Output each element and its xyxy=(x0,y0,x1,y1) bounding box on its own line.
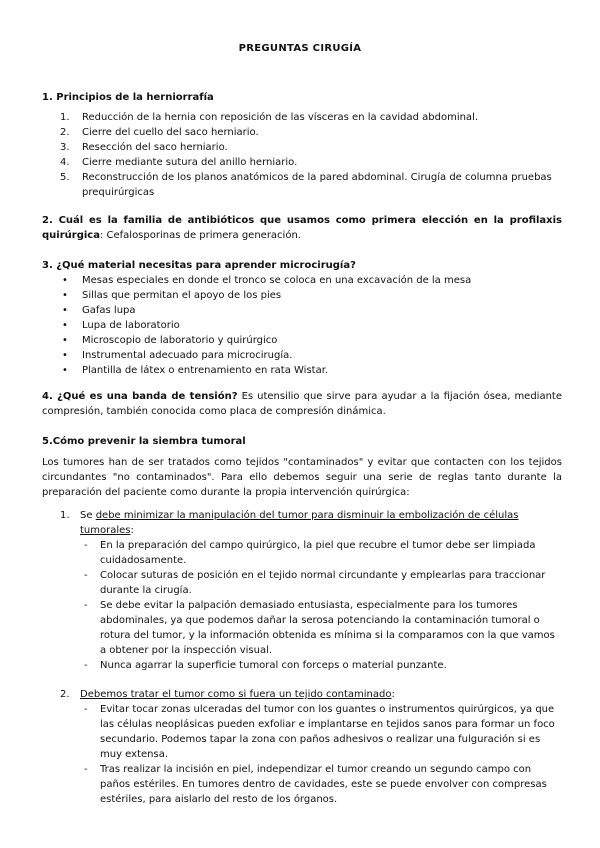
list-item: • Plantilla de látex o entrenamiento en rata Wistar. xyxy=(62,365,329,376)
list-item: 5. Reconstrucción de los planos anatómicos de la pared abdominal. Cirugía de columna pruebas prequirúrgicas xyxy=(60,172,552,198)
dash-icon: - xyxy=(84,660,88,671)
question-4-heading: 4. ¿Qué es una banda de tensión? xyxy=(42,391,238,402)
list-item: - Evitar tocar zonas ulceradas del tumor con los guantes o instrumentos quirúrgicos, ya que las células neoplásicas pueden exfoliar e implantarse en tejidos sanos para formar un foco secundario. Podemos tapar la zona con paños adhesivos o realizar una fulguración si es muy extensa. xyxy=(84,704,555,760)
dash-icon: - xyxy=(84,540,88,551)
list-item: • Gafas lupa xyxy=(62,305,136,316)
question-5-heading: 5.Cómo prevenir la siembra tumoral xyxy=(42,436,246,447)
bullet-icon: • xyxy=(62,320,68,331)
bullet-icon: • xyxy=(62,350,68,361)
question-5-point-1: 1. Se debe minimizar la manipulación del tumor para disminuir la embolización de células tumorales: xyxy=(60,510,519,536)
question-3 xyxy=(42,258,562,378)
page-title: PREGUNTAS CIRUGÍA xyxy=(238,43,362,54)
list-item: 2. Cierre del cuello del saco herniario. xyxy=(60,127,259,138)
question-4-answer: Es utensilio que sirve para ayudar a la fijación ósea, mediante compresión, también conocida como placa de compresión dinámica. xyxy=(42,391,562,417)
question-1-heading: 1. Principios de la herniorrafía xyxy=(42,92,214,103)
dash-icon: - xyxy=(84,764,88,775)
question-3-list xyxy=(42,273,562,378)
bullet-icon: • xyxy=(62,290,68,301)
list-item: 3. Resección del saco herniario. xyxy=(60,142,228,153)
list-item: 1. Reducción de la hernia con reposición de las vísceras en la cavidad abdominal. xyxy=(60,112,479,123)
dash-icon: - xyxy=(84,570,88,581)
question-2-heading: 2. Cuál es la familia de antibióticos que usamos como primera elección en la profilaxis quirúrgica xyxy=(42,215,562,241)
question-1-list xyxy=(42,110,562,200)
point-2-underlined: Debemos tratar el tumor como si fuera un tejido contaminado xyxy=(80,689,392,700)
list-item: 4. Cierre mediante sutura del anillo herniario. xyxy=(60,157,298,168)
point-2-list xyxy=(42,702,562,807)
point-1-list xyxy=(42,538,562,673)
question-2 xyxy=(42,213,562,243)
list-item: - En la preparación del campo quirúrgico, la piel que recubre el tumor debe ser limpiada cuidadosamente. xyxy=(84,540,536,566)
list-item: • Instrumental adecuado para microcirugía. xyxy=(62,350,293,361)
list-item: • Sillas que permitan el apoyo de los pies xyxy=(62,290,282,301)
question-3-heading: 3. ¿Qué material necesitas para aprender microcirugía? xyxy=(42,260,356,271)
bullet-icon: • xyxy=(62,365,68,376)
question-5 xyxy=(42,434,562,807)
list-item: - Colocar suturas de posición en el tejido normal circundante y emplearlas para traccionar durante la cirugía. xyxy=(84,570,546,596)
list-item: • Microscopio de laboratorio y quirúrgico xyxy=(62,335,278,346)
question-4 xyxy=(42,389,562,419)
point-1-underlined: debe minimizar la manipulación del tumor para disminuir la embolización de células tumorales xyxy=(80,510,519,536)
question-2-answer: : Cefalosporinas de primera generación. xyxy=(99,230,301,241)
list-item: - Tras realizar la incisión en piel, independizar el tumor creando un segundo campo con paños estériles. En tumores dentro de cavidades, este se puede envolver con compresas estériles, para aislarlo del resto de los órganos. xyxy=(84,764,547,805)
dash-icon: - xyxy=(84,600,88,611)
question-5-point-2: 2. Debemos tratar el tumor como si fuera un tejido contaminado: xyxy=(60,689,395,700)
dash-icon: - xyxy=(84,704,88,715)
list-item: • Lupa de laboratorio xyxy=(62,320,180,331)
question-1 xyxy=(42,90,562,200)
question-5-intro: Los tumores han de ser tratados como tejidos "contaminados" y evitar que contacten con los tejidos circundantes "no contaminados". Para ello debemos seguir una serie de reglas tanto durante la preparación del paciente como durante la propia intervención quirúrgica: xyxy=(42,457,562,498)
bullet-icon: • xyxy=(62,305,68,316)
bullet-icon: • xyxy=(62,275,68,286)
list-item: - Nunca agarrar la superficie tumoral con forceps o material punzante. xyxy=(84,660,447,671)
list-item: - Se debe evitar la palpación demasiado entusiasta, especialmente para los tumores abdominales, ya que podemos dañar la serosa potenciando la contaminación tumoral o rotura del tumor, y la información obtenida es mínima si la comparamos con la que vamos a obtener por la inspección visual. xyxy=(84,600,555,656)
list-item: • Mesas especiales en donde el tronco se coloca en una excavación de la mesa xyxy=(62,275,472,286)
bullet-icon: • xyxy=(62,335,68,346)
